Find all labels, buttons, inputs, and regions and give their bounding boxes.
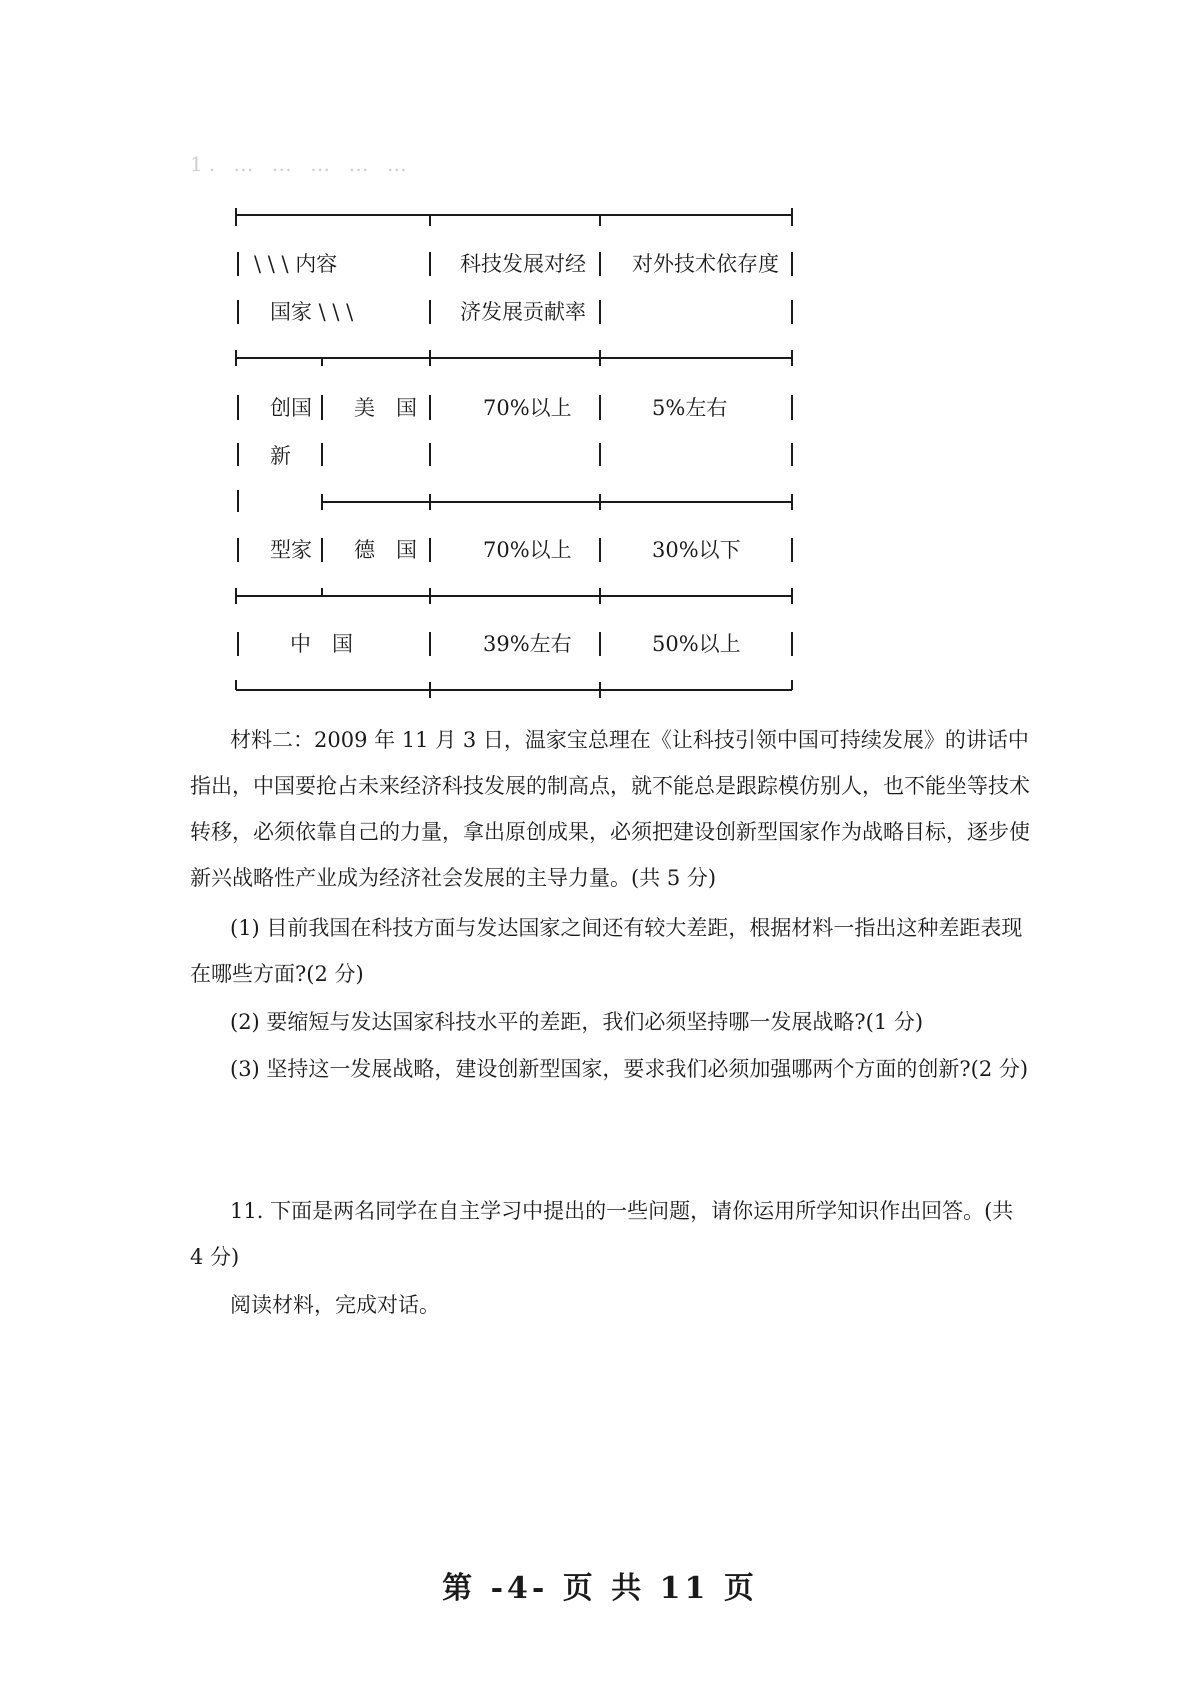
header-contribution-line1: 科技发展对经 (460, 252, 586, 276)
question-11: 11. 下面是两名同学在自主学习中提出的一些问题，请你运用所学知识作出回答。(共 4 分) (190, 1199, 1014, 1269)
header-contribution-line2: 济发展贡献率 (460, 300, 586, 324)
data-table-frame (0, 0, 1200, 720)
table-row-china-dependency: 50%以上 (652, 632, 741, 656)
table-row-germany-contribution: 70%以上 (483, 538, 572, 562)
question-1: (1) 目前我国在科技方面与发达国家之间还有较大差距，根据材料一指出这种差距表现在哪些方面?(2 分) (190, 916, 1023, 986)
header-content-label: \ \ \ 内容 (254, 252, 338, 276)
table-row-germany-country: 德 国 (354, 538, 417, 562)
page-footer: 第 -4- 页 共 11 页 (442, 1571, 758, 1606)
group-label-part2: 新 (270, 444, 291, 468)
faint-header-text: 1. … … … … … (190, 152, 413, 176)
group-label-part1: 创国 (270, 396, 312, 420)
material-two-paragraph: 材料二：2009 年 11 月 3 日，温家宝总理在《让科技引领中国可持续发展》的讲话中指出，中国要抢占未来经济科技发展的制高点，就不能总是跟踪模仿别人，也不能坐等技术转移，必须依靠自己的力量，拿出原创成果，必须把建设创新型国家作为战略目标，逐步使新兴战略性产业成为经济社会发展的主导力量。(共 5 分) (190, 728, 1030, 890)
header-dependency: 对外技术依存度 (632, 252, 779, 276)
table-row-china-contribution: 39%左右 (483, 632, 572, 656)
question-3: (3) 坚持这一发展战略，建设创新型国家，要求我们必须加强哪两个方面的创新?(2 分) (230, 1057, 1029, 1081)
table-row-us-country: 美 国 (354, 396, 417, 420)
header-country-label: 国家 \ \ \ (270, 300, 354, 324)
table-row-us-contribution: 70%以上 (483, 396, 572, 420)
table-row-germany-dependency: 30%以下 (652, 538, 741, 562)
read-instruction: 阅读材料，完成对话。 (230, 1293, 440, 1317)
table-row-us-dependency: 5%左右 (652, 396, 728, 420)
question-2: (2) 要缩短与发达国家科技水平的差距，我们必须坚持哪一发展战略?(1 分) (230, 1010, 924, 1034)
table-row-china-country: 中 国 (290, 632, 353, 656)
group-label-part3: 型家 (270, 538, 312, 562)
